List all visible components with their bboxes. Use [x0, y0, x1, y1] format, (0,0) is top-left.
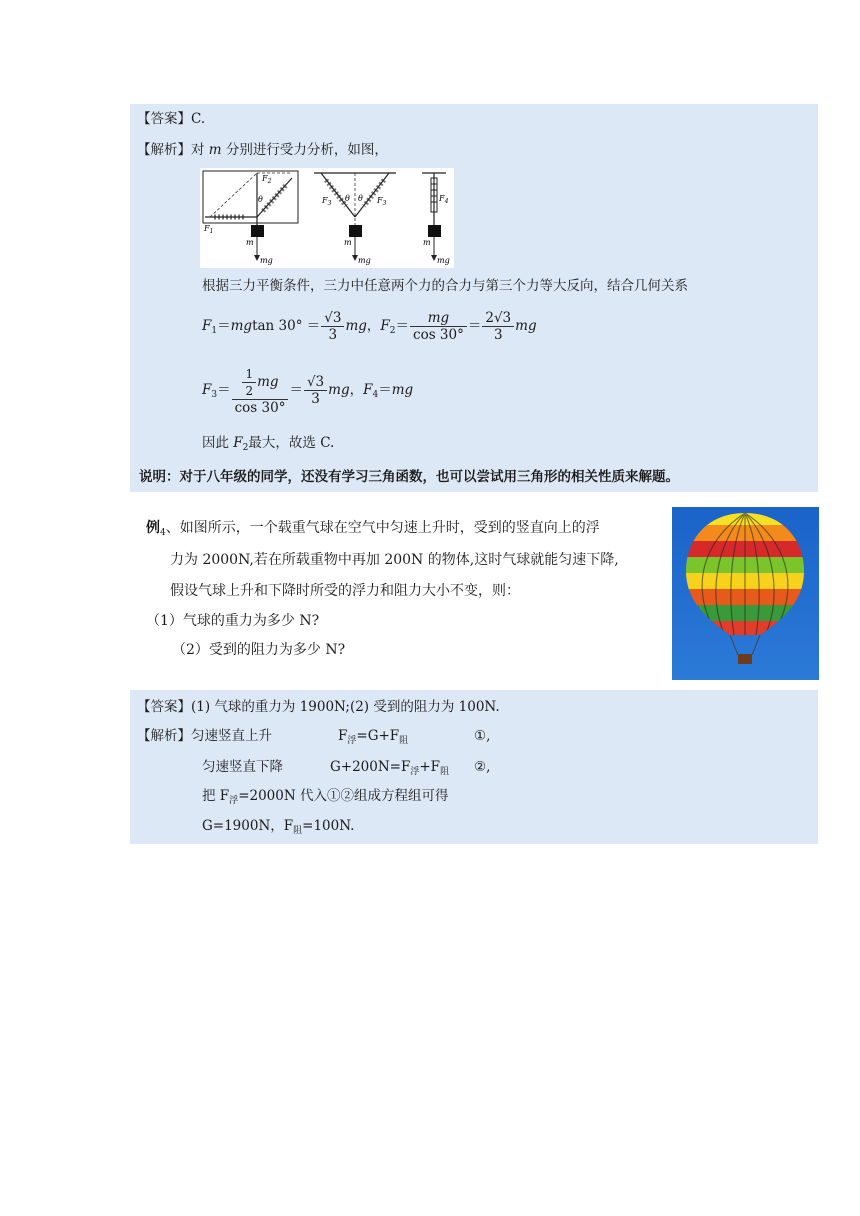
mass-block-1 — [251, 225, 264, 237]
row1-text: 匀速竖直上升 — [191, 728, 272, 744]
f3-den2: 3 — [311, 391, 320, 407]
row3-a: 把 F — [202, 788, 230, 804]
f1-sub: 1 — [211, 326, 218, 336]
example-num: 4 — [160, 528, 166, 538]
row4 — [202, 817, 354, 840]
formula-f3-f4 — [202, 360, 413, 425]
label-m-1: m — [246, 238, 254, 247]
formula-f1-f2 — [202, 306, 537, 351]
answer-line-2 — [137, 698, 500, 716]
row2-eq-b: +F — [419, 759, 441, 775]
example-text-1: 、如图所示，一个载重气球在空气中匀速上升时，受到的竖直向上的浮 — [165, 520, 600, 536]
example4-line2: 力为 2000N,若在所载重物中再加 200N 的物体,这时气球就能匀速下降, — [170, 552, 619, 568]
f2-num: mg — [410, 310, 467, 327]
f1-den: 3 — [328, 327, 338, 343]
analysis-intro — [137, 141, 388, 159]
analysis2-label: 【解析】 — [137, 728, 191, 744]
label-f3-right: $F_3$ — [377, 196, 387, 207]
label-f1: $F_1$ — [204, 224, 214, 235]
label-mg-1: mg — [260, 256, 273, 265]
f4-sub: 4 — [372, 390, 379, 400]
f2-symbol: F — [380, 318, 390, 334]
intro-var: m — [208, 142, 222, 158]
f2-den: cos 30° — [413, 327, 464, 343]
row1-eq-a: F — [338, 728, 348, 744]
row1-sub2: 阻 — [399, 736, 409, 746]
row3 — [202, 787, 448, 810]
rope-2a — [321, 173, 355, 217]
f1-tail: mg — [345, 318, 367, 334]
f3-fraction-2 — [304, 374, 327, 407]
example4-line3: 假设气球上升和下降时所受的浮力和阻力大小不变，则： — [170, 583, 520, 599]
row3-sub: 浮 — [229, 796, 239, 806]
label-f3-left: $F_3$ — [322, 196, 332, 207]
answer-text: C. — [191, 111, 206, 127]
label-mg-2: mg — [358, 256, 371, 265]
row1-mark: ①, — [474, 728, 491, 744]
label-theta-2b: θ — [358, 194, 363, 203]
f2-fraction-2 — [482, 310, 514, 343]
conclusion-post: 最大，故选 C. — [248, 435, 335, 451]
f3-half — [242, 366, 256, 399]
row2-sub2: 阻 — [440, 767, 450, 777]
f3-mg: mg — [257, 373, 279, 390]
f1-symbol: F — [202, 318, 212, 334]
row2-text: 匀速竖直下降 — [202, 759, 283, 775]
mass-block-2 — [349, 225, 362, 237]
f3-num2: √3 — [304, 374, 327, 391]
f1-eq2: ＝ — [306, 318, 321, 334]
label-theta-1: θ — [258, 195, 263, 204]
balloon-svg — [672, 507, 819, 680]
answer-line-1 — [137, 110, 205, 128]
balloon-basket — [738, 654, 752, 664]
f3-half-den: 2 — [245, 383, 254, 398]
f2-eq: ＝ — [395, 318, 410, 334]
analysis2-row1 — [137, 727, 272, 745]
row1-eq-b: =G+F — [356, 728, 400, 744]
f1-mg: mg — [230, 318, 253, 334]
f4-symbol: F — [363, 382, 373, 398]
label-m-2: m — [344, 238, 352, 247]
spring-f2 — [263, 185, 286, 211]
f2-sub: 2 — [389, 326, 396, 336]
row2-mark: ②, — [474, 759, 491, 775]
f2-tail: mg — [515, 318, 537, 334]
f4-eq: ＝ — [378, 382, 392, 398]
row2-sub1: 浮 — [410, 767, 420, 777]
f3-fraction — [232, 366, 289, 416]
row3-b: =2000N 代入①②组成方程组可得 — [238, 788, 449, 804]
answer-label: 【答案】 — [137, 111, 191, 127]
f2-num2: 2√3 — [482, 310, 514, 327]
example4-question1: （1）气球的重力为多少 N? — [146, 613, 320, 629]
f2-fraction — [410, 310, 467, 343]
f3-eq2: ＝ — [289, 382, 303, 398]
row4-a: G=1900N，F — [202, 818, 294, 834]
intro-pre: 对 — [191, 142, 205, 158]
analysis-label: 【解析】 — [137, 142, 191, 158]
answer2-label: 【答案】 — [137, 699, 191, 715]
label-m-3: m — [423, 238, 431, 247]
row1-sub1: 浮 — [347, 736, 357, 746]
f-sep: ， — [366, 318, 381, 334]
f3-tail: mg — [328, 382, 350, 398]
mass-block-3 — [428, 225, 441, 237]
row4-b: =100N. — [302, 818, 355, 834]
f4-rhs: mg — [391, 382, 414, 398]
example4-question2: （2）受到的阻力为多少 N? — [172, 642, 346, 658]
f-sep-2: ， — [349, 382, 364, 398]
row4-sub: 阻 — [293, 826, 303, 836]
f3-sub: 3 — [211, 390, 218, 400]
f1-tan: tan 30° — [252, 318, 303, 334]
conclusion-sub: 2 — [242, 443, 249, 453]
f1-eq: ＝ — [217, 318, 231, 334]
answer2-text: (1) 气球的重力为 1900N;(2) 受到的阻力为 100N. — [191, 699, 500, 715]
label-theta-2a: θ — [345, 194, 350, 203]
note-text: 说明：对于八年级的同学，还没有学习三角函数，也可以尝试用三角形的相关性质来解题。 — [139, 469, 679, 485]
label-f2: $F_2$ — [262, 174, 272, 185]
guide-dashed-1 — [210, 173, 257, 217]
f3-den: cos 30° — [234, 399, 286, 416]
f3-half-num: 1 — [242, 366, 256, 383]
conclusion — [202, 434, 334, 457]
f3-num — [232, 366, 289, 400]
force-diagram — [200, 168, 454, 268]
example-label: 例 — [146, 520, 160, 536]
example4-line1 — [146, 519, 600, 542]
conclusion-var: F — [233, 435, 243, 451]
f1-num: √3 — [321, 310, 344, 327]
hot-air-balloon-image — [672, 507, 819, 680]
f3-symbol: F — [202, 382, 212, 398]
label-mg-3: mg — [437, 256, 450, 265]
conclusion-pre: 因此 — [202, 435, 229, 451]
intro-post: 分别进行受力分析，如图， — [225, 142, 388, 158]
row1-equation — [338, 727, 408, 750]
f3-eq: ＝ — [217, 382, 231, 398]
f2-eq2: ＝ — [467, 318, 482, 334]
f1-fraction — [321, 310, 344, 343]
f2-den2: 3 — [493, 327, 503, 343]
row2-equation — [330, 758, 449, 781]
label-f4: $F_4$ — [439, 194, 449, 205]
row2-eq-a: G+200N=F — [330, 759, 411, 775]
equilibrium-rule: 根据三力平衡条件，三力中任意两个力的合力与第三个力等大反向，结合几何关系 — [202, 278, 688, 294]
force-diagram-svg — [200, 168, 454, 268]
